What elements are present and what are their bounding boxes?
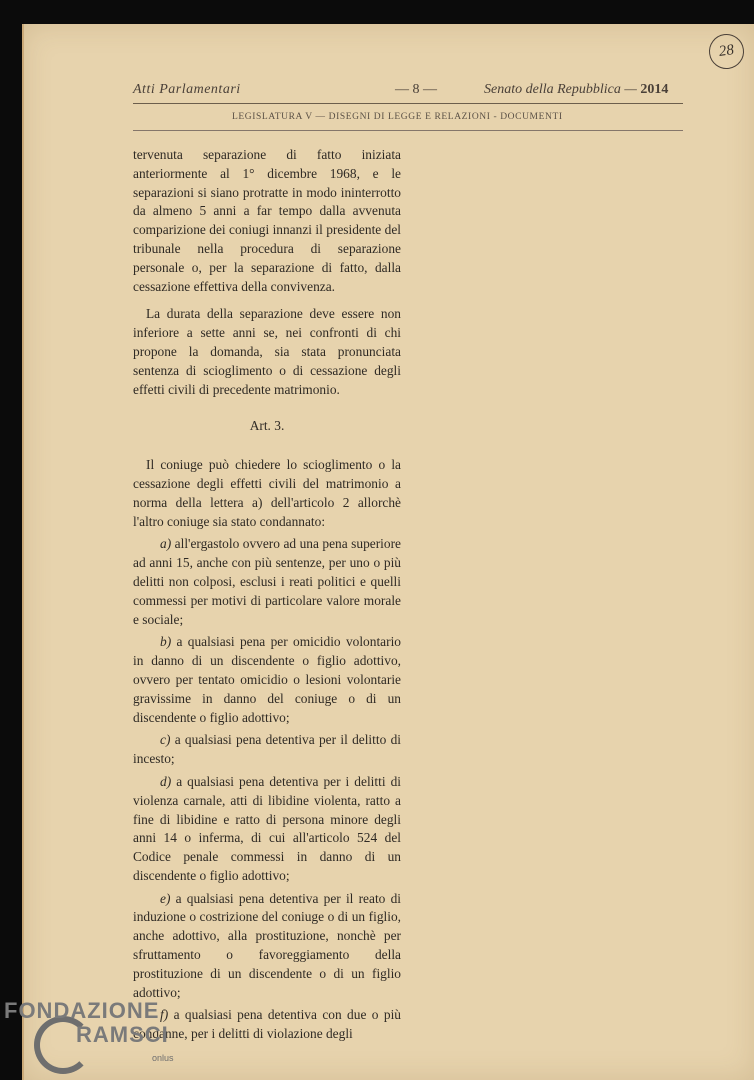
list-item-letter: f) [160,1007,169,1023]
list-item [133,535,401,629]
page-number-stamp: 28 [707,32,747,72]
paragraph-continuation: tervenuta separazione di fatto iniziata anteriormente al 1° dicembre 1968, e le separazioni si siano protratte in modo ininterrotto da almeno 5 anni a far tempo dalla avvenuta comparizione dei coniugi innanzi il presidente del tribunale nella procedura di separazione personale o, per la separazione di fatto, dalla cessazione effettiva della convivenza. [133,147,401,294]
page-edge [22,24,24,1080]
list-item-text: all'ergastolo ovvero ad una pena superiore ad anni 15, anche con più sentenze, per uno o più delitti non colposi, esclusi i reati politici e quelli commessi per motivi di particolare valore morale e sociale; [133,536,401,627]
article-intro: Il coniuge può chiedere lo scioglimento o la cessazione degli effetti civili del matrimonio a norma della lettera a) dell'articolo 2 allorchè l'altro coniuge sia stato condannato: [133,457,401,529]
list-item-text: a qualsiasi pena per omicidio volontario in danno di un discendente o figlio adottivo, ovvero per tentato omicidio o lesioni volontarie gravissime in danno del coniuge o di un discendente o figlio adottivo; [133,634,401,725]
sub-header-rule [133,130,683,131]
header-right-text: Senato della Repubblica — [484,82,637,97]
text-column [133,146,401,1044]
watermark-line3: onlus [152,1053,174,1063]
list-item [133,731,401,769]
article-title: Art. 3. [249,418,285,434]
list-item-text: a qualsiasi pena detentiva per il reato di induzione o costrizione del coniuge o di un figlio, anche adottivo, alla prostituzione, nonchè per sfruttamento o favoreggiamento della prostituzione di un discendente o di un figlio adottivo; [133,890,401,1000]
header-rule [133,103,683,104]
watermark-line1: FONDAZIONE [4,998,160,1023]
list-item [133,633,401,727]
list-item [133,890,401,1003]
list-item-text: a qualsiasi pena detentiva con due o più condanne, per i delitti di violazione degli [133,1007,401,1042]
list-item-letter: c) [160,732,171,748]
list-item-letter: d) [160,773,172,789]
list-item-letter: b) [160,634,172,650]
header-page-number: — 8 — [395,82,437,97]
watermark-line2: RAMSCI [76,1022,169,1047]
list-item-letter: e) [160,890,171,906]
list-item-text: a qualsiasi pena detentiva per i delitti di violenza carnale, atti di libidine violenta, ratto a fine di libidine e ratto di persona minore degli anni 14 o inferma, di cui all'articolo 524 del Codice penale commessi in danno di un discendente o figlio adottivo; [133,773,401,883]
header-right [484,82,668,98]
list-item-text: a qualsiasi pena detentiva per il delitto di incesto; [133,732,401,767]
paragraph-duration: La durata della separazione deve essere non inferiore a sette anni se, nei confronti di chi propone la domanda, sia stata pronunciata sentenza di scioglimento o di cessazione degli effetti civili di precedente matrimonio. [133,306,401,397]
watermark-logo [0,998,190,1080]
sub-header: LEGISLATURA V — DISEGNI DI LEGGE E RELAZIONI - DOCUMENTI [232,112,563,122]
header-right-number: 2014 [640,82,669,97]
header-left: Atti Parlamentari [133,82,241,97]
list-item [133,773,401,886]
list-item-letter: a) [160,536,172,552]
